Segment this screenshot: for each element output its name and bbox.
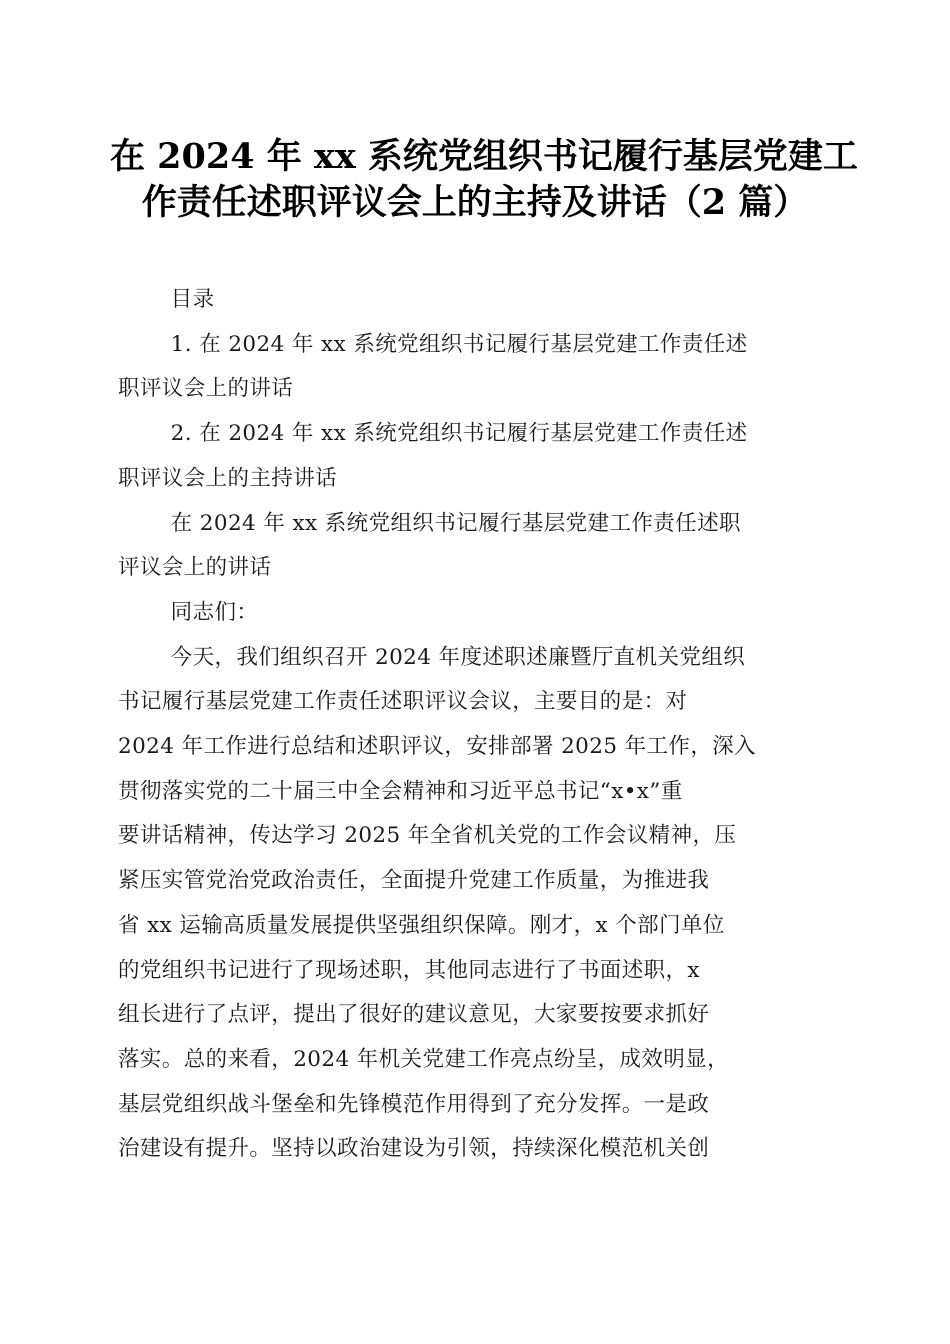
document-body (118, 278, 830, 1172)
title-line-2: 作责任述职评议会上的主持及讲话（2 篇） (141, 182, 809, 223)
toc-heading: 目录 (170, 287, 215, 312)
paragraph-line: 落实。总的来看，2024 年机关党建工作亮点纷呈，成效明显， (118, 1046, 730, 1072)
paragraph-line: 书记履行基层党建工作责任述职评议会议，主要目的是：对 (118, 689, 688, 715)
section-title-line-2: 评议会上的讲话 (118, 555, 272, 581)
title-line-1: 在 2024 年 xx 系统党组织书记履行基层党建工 (110, 136, 858, 177)
paragraph-line: 组长进行了点评，提出了很好的建议意见，大家要按要求抓好 (118, 1002, 710, 1028)
paragraph-line: 贯彻落实党的二十届三中全会精神和习近平总书记“x•x”重 (118, 778, 683, 804)
document-title (110, 134, 858, 226)
toc-item-1-line-2: 职评议会上的讲话 (118, 376, 294, 402)
paragraph-line: 今天，我们组织召开 2024 年度述职述廉暨厅直机关党组织 (170, 644, 746, 670)
toc-item-2-line-2: 职评议会上的主持讲话 (118, 465, 338, 491)
paragraph-line: 要讲话精神，传达学习 2025 年全省机关党的工作会议精神，压 (118, 823, 737, 849)
paragraph-line: 紧压实管党治党政治责任，全面提升党建工作质量，为推进我 (118, 868, 710, 894)
toc-item-1-line-1: 1. 在 2024 年 xx 系统党组织书记履行基层党建工作责任述 (170, 331, 748, 357)
paragraph-line: 基层党组织战斗堡垒和先锋模范作用得到了充分发挥。一是政 (118, 1091, 710, 1117)
salutation: 同志们： (170, 599, 259, 625)
paragraph-line: 的党组织书记进行了现场述职，其他同志进行了书面述职，x (118, 957, 700, 983)
paragraph-line: 2024 年工作进行总结和述职评议，安排部署 2025 年工作，深入 (118, 734, 757, 760)
toc-item-2-line-1: 2. 在 2024 年 xx 系统党组织书记履行基层党建工作责任述 (170, 421, 748, 447)
paragraph-line: 省 xx 运输高质量发展提供坚强组织保障。刚才，x 个部门单位 (118, 912, 725, 938)
section-title-line-1: 在 2024 年 xx 系统党组织书记履行基层党建工作责任述职 (170, 510, 741, 536)
paragraph-line: 治建设有提升。坚持以政治建设为引领，持续深化模范机关创 (118, 1136, 710, 1162)
